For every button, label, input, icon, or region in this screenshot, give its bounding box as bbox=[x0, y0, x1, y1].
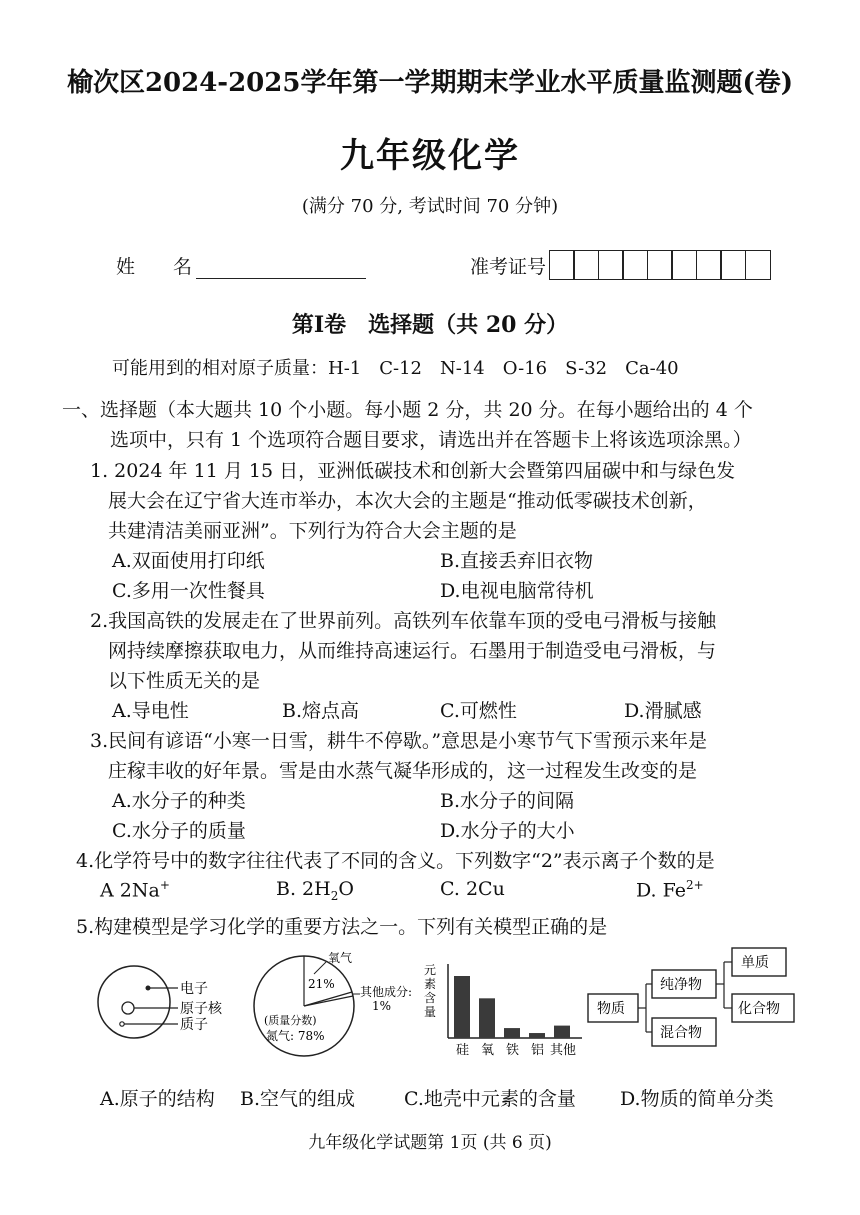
subject-title: 九年级化学 bbox=[340, 136, 520, 176]
label-other: 其他成分: bbox=[360, 985, 413, 999]
q1-option-a[interactable]: A.双面使用打印纸 bbox=[112, 550, 265, 572]
q1-line-3: 共建清洁美丽亚洲”。下列行为符合大会主题的是 bbox=[108, 520, 517, 542]
q5-line-1: 5.构建模型是学习化学的重要方法之一。下列有关模型正确的是 bbox=[76, 916, 608, 938]
q3-option-b[interactable]: B.水分子的间隔 bbox=[440, 790, 575, 812]
exam-id-boxes[interactable] bbox=[550, 250, 771, 280]
q2-option-d[interactable]: D.滑腻感 bbox=[624, 700, 702, 722]
atom-structure-figure bbox=[94, 962, 254, 1042]
q2-option-a[interactable]: A.导电性 bbox=[112, 700, 189, 722]
crust-tick-label-4: 其他 bbox=[550, 1043, 577, 1058]
q5-option-b[interactable]: B.空气的组成 bbox=[240, 1088, 356, 1110]
section-title: 第Ⅰ卷 选择题（共 20 分） bbox=[291, 312, 569, 338]
q5-option-c[interactable]: C.地壳中元素的含量 bbox=[404, 1088, 576, 1110]
crust-tick-label-2: 铁 bbox=[506, 1043, 520, 1058]
q2-option-b[interactable]: B.熔点高 bbox=[282, 700, 360, 722]
name-underline[interactable] bbox=[196, 258, 366, 279]
crust-elements-figure bbox=[422, 958, 588, 1058]
q4-option-b[interactable]: B. $2H_2O$ bbox=[276, 878, 354, 903]
atom-nucleus-circle bbox=[122, 1002, 134, 1014]
ylabel-char-1: 元 bbox=[424, 963, 437, 977]
text-pure: 纯净物 bbox=[660, 977, 702, 993]
exam-note: (满分 70 分, 考试时间 70 分钟) bbox=[301, 196, 559, 217]
instructions-line-2: 选项中，只有 1 个选项符合题目要求，请选出并在答题卡上将该选项涂黑。） bbox=[110, 429, 752, 451]
q2-line-2: 网持续摩擦获取电力，从而维持高速运行。石墨用于制造受电弓滑板，与 bbox=[108, 640, 717, 662]
name-label: 姓 名 bbox=[116, 256, 193, 278]
q1-option-d[interactable]: D.电视电脑常待机 bbox=[440, 580, 594, 602]
text-element: 单质 bbox=[741, 955, 769, 971]
q2-option-c[interactable]: C.可燃性 bbox=[440, 700, 517, 722]
exam-title: 榆次区2024-2025学年第一学期期末学业水平质量监测题(卷) bbox=[66, 68, 794, 98]
text-mixture: 混合物 bbox=[660, 1025, 702, 1041]
exam-id-field bbox=[470, 250, 771, 280]
q1-line-2: 展大会在辽宁省大连市举办，本次大会的主题是“推动低零碳技术创新， bbox=[108, 490, 707, 512]
label-proton: 质子 bbox=[180, 1017, 208, 1033]
label-oxygen-pct: 21% bbox=[308, 977, 335, 991]
ylabel-char-4: 量 bbox=[424, 1005, 437, 1019]
q1-line-1: 1. 2024 年 11 月 15 日，亚洲低碳技术和创新大会暨第四届碳中和与绿色发 bbox=[90, 460, 736, 482]
q5-option-a[interactable]: A.原子的结构 bbox=[100, 1088, 215, 1110]
name-field bbox=[116, 252, 366, 279]
page-footer: 九年级化学试题第 1页 (共 6 页) bbox=[308, 1133, 552, 1153]
q3-option-c[interactable]: C.水分子的质量 bbox=[112, 820, 246, 842]
air-composition-figure bbox=[248, 948, 428, 1058]
q4-option-a[interactable]: A 2Na+ bbox=[100, 878, 170, 902]
crust-tick-label-0: 硅 bbox=[456, 1043, 470, 1058]
crust-bar-0 bbox=[454, 976, 470, 1038]
text-matter: 物质 bbox=[597, 1001, 625, 1017]
q3-line-1: 3.民间有谚语“小寒一日雪，耕牛不停歇。”意思是小寒节气下雪预示来年是 bbox=[90, 730, 708, 752]
crust-tick-label-3: 铝 bbox=[531, 1043, 545, 1058]
label-nucleus: 原子核 bbox=[180, 1001, 222, 1017]
crust-bar-1 bbox=[479, 998, 495, 1038]
ylabel-char-3: 含 bbox=[424, 991, 437, 1005]
ylabel-char-2: 素 bbox=[424, 977, 437, 991]
q2-line-3: 以下性质无关的是 bbox=[108, 670, 261, 692]
label-nitrogen: 氮气: 78% bbox=[266, 1029, 325, 1043]
label-electron: 电子 bbox=[180, 981, 208, 997]
crust-bar-3 bbox=[529, 1033, 545, 1038]
atomic-masses: 可能用到的相对原子质量：H-1 C-12 N-14 O-16 S-32 Ca-40 bbox=[112, 358, 679, 379]
electron-dot bbox=[146, 986, 151, 991]
crust-tick-label-1: 氧 bbox=[481, 1043, 495, 1058]
atom-outer-circle bbox=[98, 966, 170, 1038]
matter-classification-figure bbox=[584, 944, 798, 1048]
q5-option-d[interactable]: D.物质的简单分类 bbox=[620, 1088, 774, 1110]
q4-option-d[interactable]: D. $Fe^{2+}$ bbox=[636, 878, 704, 902]
instructions-line-1: 一、选择题（本大题共 10 个小题。每小题 2 分，共 20 分。在每小题给出的 4 个 bbox=[62, 399, 753, 421]
q4-option-c[interactable]: C. 2Cu bbox=[440, 878, 505, 900]
label-mass-fraction: (质量分数) bbox=[264, 1014, 317, 1027]
crust-bar-4 bbox=[554, 1026, 570, 1038]
q3-line-2: 庄稼丰收的好年景。雪是由水蒸气凝华形成的，这一过程发生改变的是 bbox=[108, 760, 698, 782]
label-other-pct: 1% bbox=[372, 999, 392, 1013]
exam-id-label: 准考证号 bbox=[470, 255, 547, 278]
q3-option-d[interactable]: D.水分子的大小 bbox=[440, 820, 575, 842]
q2-line-1: 2.我国高铁的发展走在了世界前列。高铁列车依靠车顶的受电弓滑板与接触 bbox=[90, 610, 717, 632]
q4-line-1: 4.化学符号中的数字往往代表了不同的含义。下列数字“2”表示离子个数的是 bbox=[76, 850, 715, 872]
q3-option-a[interactable]: A.水分子的种类 bbox=[112, 790, 246, 812]
q1-option-b[interactable]: B.直接丢弃旧衣物 bbox=[440, 550, 594, 572]
text-compound: 化合物 bbox=[738, 1001, 780, 1017]
crust-bar-2 bbox=[504, 1028, 520, 1038]
label-oxygen: 氧气 bbox=[328, 951, 353, 965]
q1-option-c[interactable]: C.多用一次性餐具 bbox=[112, 580, 265, 602]
